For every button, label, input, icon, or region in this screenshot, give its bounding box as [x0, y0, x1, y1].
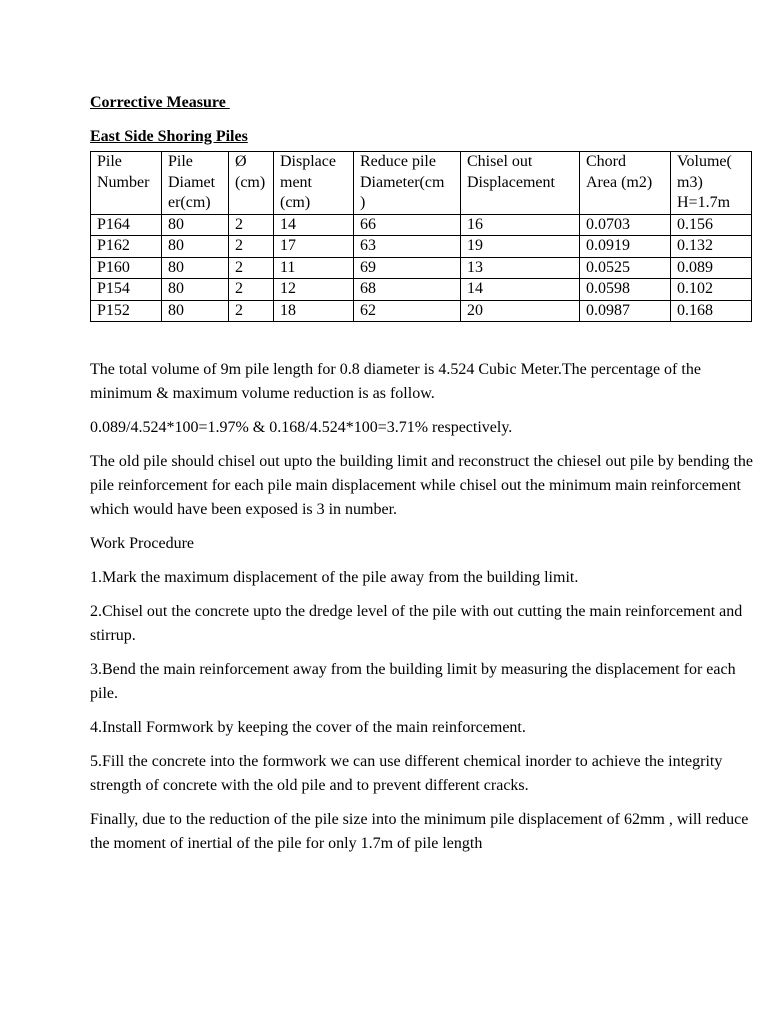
table-cell: P164 — [91, 214, 162, 236]
table-cell: P154 — [91, 279, 162, 301]
table-cell: 63 — [354, 236, 461, 258]
table-cell: 80 — [162, 214, 229, 236]
header-line: Displace — [280, 153, 336, 170]
paragraph-chisel-instructions: The old pile should chisel out upto the building limit and reconstruct the chiesel out pile by bending the pile reinforcement for each pile main displacement while chisel out the minimum main reinforcement which would have been exposed is 3 in number. — [90, 453, 753, 518]
table-cell: 11 — [274, 257, 354, 279]
table-cell: P152 — [91, 300, 162, 322]
table-cell: 2 — [229, 214, 274, 236]
table-cell: 12 — [274, 279, 354, 301]
table-cell: 0.132 — [671, 236, 752, 258]
header-line: Diamet — [168, 173, 216, 191]
shoring-piles-table — [90, 151, 752, 322]
table-cell: P162 — [91, 236, 162, 258]
header-line: Displacement — [467, 173, 555, 191]
table-cell: 0.0525 — [580, 257, 671, 279]
table-cell: 80 — [162, 257, 229, 279]
header-pile-diameter — [162, 152, 229, 215]
document-page — [90, 92, 760, 866]
paragraph-conclusion: Finally, due to the reduction of the pile size into the minimum pile displacement of 62mm , will reduce the moment of inertial of the pile for only 1.7m of pile length — [90, 811, 749, 852]
header-line: Diameter(cm — [360, 173, 445, 191]
section-subtitle: East Side Shoring Piles — [90, 128, 248, 145]
header-bar-diameter — [229, 152, 274, 215]
table-cell: 14 — [461, 279, 580, 301]
header-displacement — [274, 152, 354, 215]
header-line: Area (m2) — [586, 173, 653, 191]
table-cell: 80 — [162, 236, 229, 258]
header-line: (cm) — [280, 194, 311, 211]
header-line: m3) — [677, 173, 703, 191]
table-row — [91, 214, 752, 236]
table-cell: 0.0703 — [580, 214, 671, 236]
table-cell: 18 — [274, 300, 354, 322]
table-cell: 0.0919 — [580, 236, 671, 258]
table-cell: 0.156 — [671, 214, 752, 236]
paragraph-step-1: 1.Mark the maximum displacement of the pile away from the building limit. — [90, 569, 579, 586]
table-cell: 62 — [354, 300, 461, 322]
table-cell: 0.0598 — [580, 279, 671, 301]
table-cell: 66 — [354, 214, 461, 236]
header-line: (cm) — [235, 173, 266, 191]
header-chisel-displacement — [461, 152, 580, 215]
paragraph-total-volume: The total volume of 9m pile length for 0.8 diameter is 4.524 Cubic Meter.The percentage of the minimum & maximum volume reduction is as follow. — [90, 361, 701, 402]
header-line: Chord — [586, 153, 626, 170]
header-reduced-diameter — [354, 152, 461, 215]
header-line: H=1.7m — [677, 194, 731, 211]
table-row — [91, 257, 752, 279]
header-line: Chisel out — [467, 153, 533, 170]
paragraph-reduction-calc: 0.089/4.524*100=1.97% & 0.168/4.524*100=3.71% respectively. — [90, 419, 513, 436]
table-cell: 14 — [274, 214, 354, 236]
table-cell: 2 — [229, 236, 274, 258]
table-cell: 80 — [162, 300, 229, 322]
table-cell: 2 — [229, 257, 274, 279]
paragraph-step-4: 4.Install Formwork by keeping the cover of the main reinforcement. — [90, 719, 526, 736]
header-chord-area — [580, 152, 671, 215]
table-row — [91, 300, 752, 322]
paragraph-step-3: 3.Bend the main reinforcement away from the building limit by measuring the displacement for each pile. — [90, 661, 736, 702]
section-title: Corrective Measure — [90, 94, 230, 111]
table-cell: 0.089 — [671, 257, 752, 279]
header-line: Volume( — [677, 153, 732, 170]
table-cell: 0.102 — [671, 279, 752, 301]
table-cell: 20 — [461, 300, 580, 322]
header-line: ment — [280, 173, 312, 191]
header-line: Pile — [168, 153, 193, 170]
table-row — [91, 279, 752, 301]
header-line: Pile — [97, 153, 122, 170]
table-header-row — [91, 152, 752, 215]
table-cell: 16 — [461, 214, 580, 236]
table-cell: 2 — [229, 300, 274, 322]
table-cell: 68 — [354, 279, 461, 301]
header-pile-number — [91, 152, 162, 215]
table-cell: 69 — [354, 257, 461, 279]
table-row — [91, 236, 752, 258]
table-cell: 0.168 — [671, 300, 752, 322]
header-line: er(cm) — [168, 194, 211, 211]
table-cell: 19 — [461, 236, 580, 258]
header-line: Number — [97, 173, 150, 191]
table-cell: 17 — [274, 236, 354, 258]
table-cell: 0.0987 — [580, 300, 671, 322]
table-cell: 80 — [162, 279, 229, 301]
header-volume — [671, 152, 752, 215]
header-line: Ø — [235, 153, 247, 170]
paragraph-step-5: 5.Fill the concrete into the formwork we can use different chemical inorder to achieve the integrity strength of concrete with the old pile and to prevent different cracks. — [90, 753, 723, 794]
header-line: Reduce pile — [360, 153, 436, 170]
header-line: ) — [360, 194, 366, 211]
paragraph-work-procedure-title: Work Procedure — [90, 535, 195, 552]
paragraph-step-2: 2.Chisel out the concrete upto the dredge level of the pile with out cutting the main reinforcement and stirrup. — [90, 603, 743, 644]
table-cell: 2 — [229, 279, 274, 301]
table-cell: 13 — [461, 257, 580, 279]
table-cell: P160 — [91, 257, 162, 279]
